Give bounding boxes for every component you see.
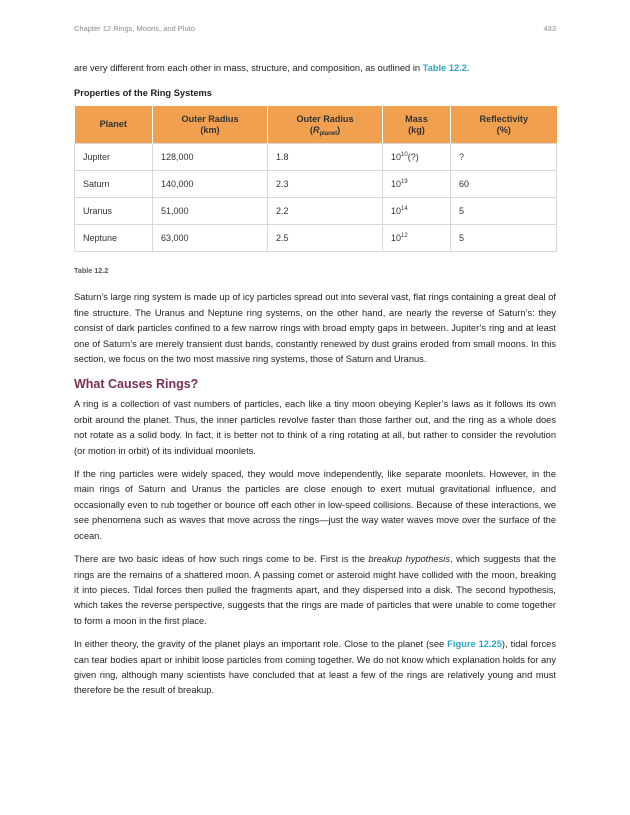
table-title: Properties of the Ring Systems (74, 88, 212, 99)
cell-planet: Uranus (75, 198, 153, 225)
running-header (74, 24, 556, 33)
table-row (75, 198, 557, 225)
header-outer-radius-km: Outer Radius (km) (153, 106, 268, 144)
cell-mass: $10^{10}(?)$ (383, 144, 451, 171)
cell-radius-r: 2.5 (268, 225, 383, 252)
cell-radius-r: 2.3 (268, 171, 383, 198)
header-mass: Mass (kg) (383, 106, 451, 144)
intro-text: are very different from each other in mass, structure, and composition, as outlined in (74, 63, 423, 73)
chapter-title: Chapter 12 Rings, Moons, and Pluto (74, 24, 195, 33)
cell-planet: Neptune (75, 225, 153, 252)
cell-reflectivity: ? (451, 144, 557, 171)
cell-radius-km: 128,000 (153, 144, 268, 171)
header-reflectivity: Reflectivity (%) (451, 106, 557, 144)
cell-planet: Saturn (75, 171, 153, 198)
section-heading: What Causes Rings? (74, 377, 199, 392)
table-caption: Table 12.2 (74, 266, 109, 276)
cell-radius-km: 63,000 (153, 225, 268, 252)
cell-planet: Jupiter (75, 144, 153, 171)
table-header-row (75, 106, 557, 144)
table-row (75, 171, 557, 198)
ring-properties-table (74, 106, 557, 252)
paragraph-hypotheses: There are two basic ideas of how such rings come to be. First is the breakup hypothesis, which suggests that the rings are the remains of a shattered moon. A passing comet or asteroid might have collided with the moon, breaking it into pieces. Tidal forces then pulled the fragments apart, and they dispersed into a disk. The second hypothesis, which takes the reverse perspective, suggests that the rings are made of particles that were unable to come together to form a moon in the first place. (74, 554, 556, 626)
intro-paragraph (74, 61, 556, 76)
cell-reflectivity: 5 (451, 198, 557, 225)
figure-link[interactable]: Figure 12.25 (447, 639, 502, 650)
header-planet: Planet (75, 106, 153, 144)
cell-radius-r: 2.2 (268, 198, 383, 225)
paragraph-ring-systems: Saturn’s large ring system is made up of icy particles spread out into several vast, flat rings containing a great deal of fine structure. The Uranus and Neptune ring systems, on the other hand, are nearly the reverse of Saturn’s: they consist of dark particles confined to a few narrow rings with broad empty gaps in between. Jupiter’s ring and at least one of Saturn’s are merely transient dust bands, constantly renewed by dust grains eroded from small moons. In this section, we focus on the two most massive ring systems, those of Saturn and Uranus. (74, 292, 556, 365)
cell-mass: $10^{14}$ (383, 198, 451, 225)
cell-mass: $10^{19}$ (383, 171, 451, 198)
table-row (75, 144, 557, 171)
cell-reflectivity: 60 (451, 171, 557, 198)
breakup-hypothesis-term: breakup hypothesis (368, 554, 450, 565)
intro-end: . (466, 63, 470, 73)
main-content (74, 61, 556, 707)
cell-radius-r: 1.8 (268, 144, 383, 171)
paragraph-gravity: In either theory, the gravity of the planet plays an important role. Close to the planet (see Figure 12.25), tidal forces can tear bodies apart or inhibit loose particles from coming together. We do not know which explanation holds for any given ring, although many scientists have concluded that at least a few of the rings are relatively young and must therefore be the result of breakup. (74, 639, 557, 696)
cell-radius-km: 51,000 (153, 198, 268, 225)
paragraph-ring-definition: A ring is a collection of vast numbers of particles, each like a tiny moon obeying Kepler’s laws as it follows its own orbit around the planet. Thus, the inner particles revolve faster than those farther out, and the ring as a whole does not rotate as a solid body. In fact, it is better not to think of a ring rotating at all, but rather to consider the revolution (or motion in orbit) of its individual moonlets. (74, 399, 556, 456)
paragraph-ring-particles: If the ring particles were widely spaced, they would move independently, like separate moonlets. However, in the main rings of Saturn and Uranus the particles are close enough to exert mutual gravitational influence, and occasionally even to rub together or bounce off each other in low-speed collisions. Because of these interactions, we see phenomena such as waves that move across the rings—just the way water waves move over the surface of the ocean. (74, 469, 556, 541)
table-row (75, 225, 557, 252)
cell-reflectivity: 5 (451, 225, 557, 252)
header-outer-radius-rplanet: Outer Radius $(R_{planet})$ (268, 106, 383, 144)
page-number: 433 (543, 24, 556, 33)
cell-radius-km: 140,000 (153, 171, 268, 198)
table-link[interactable]: Table 12.2 (422, 63, 467, 73)
cell-mass: $10^{12}$ (383, 225, 451, 252)
